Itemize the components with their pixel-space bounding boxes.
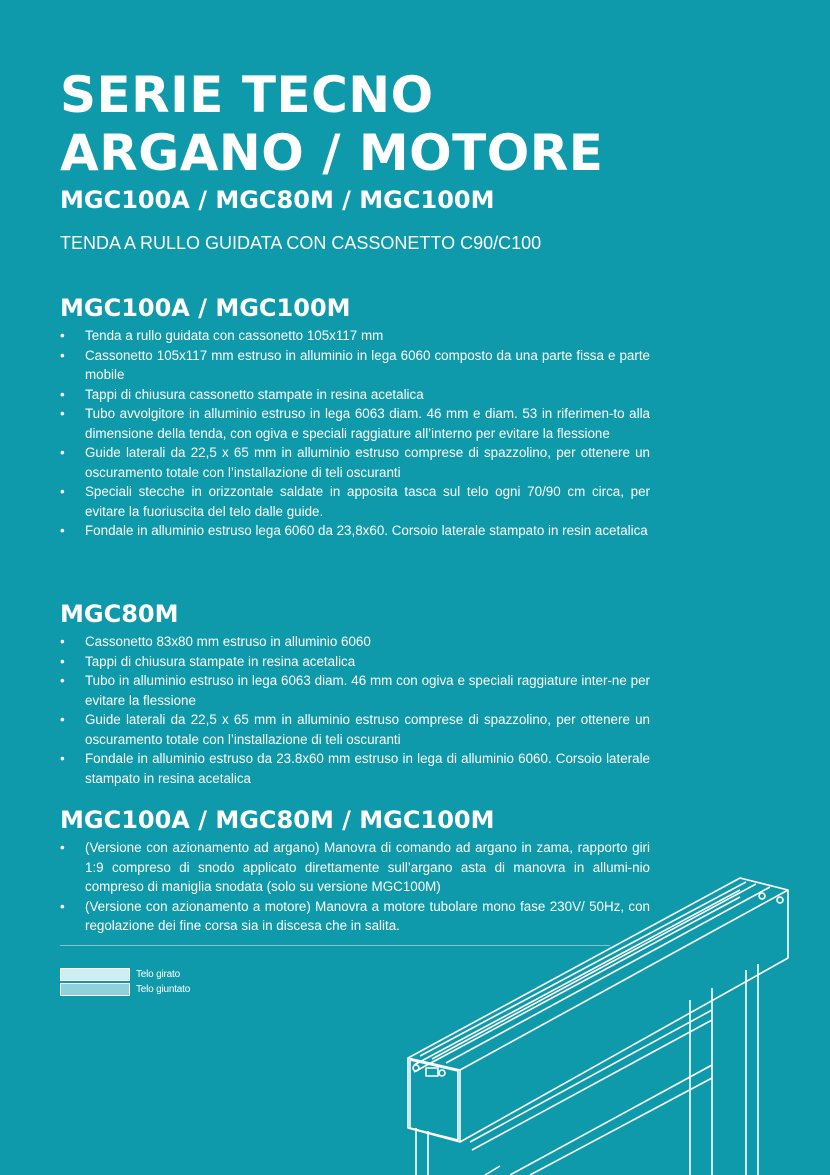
title-line-1: SERIE TECNO	[60, 66, 434, 124]
list-item: • Fondale in alluminio estruso da 23.8x60 mm estruso in lega di alluminio 6060. Corsoio laterale stampato in resina acetalica	[60, 749, 650, 788]
section-mgc80m	[60, 598, 650, 788]
section-heading: MGC100A / MGC100M	[60, 294, 351, 322]
list-item: • Tappi di chiusura stampate in resina acetalica	[60, 652, 650, 672]
feature-list	[60, 632, 650, 788]
list-item: • Cassonetto 83x80 mm estruso in alluminio 6060	[60, 632, 650, 652]
legend-swatch	[60, 968, 130, 981]
legend-label: Telo girato	[136, 969, 180, 980]
roller-blind-drawing	[390, 860, 830, 1175]
list-item: • Speciali stecche in orizzontale saldate in apposita tasca sul telo ogni 70/90 cm circa, per evitare la fuoriuscita del telo dalle guide.	[60, 482, 650, 521]
legend-swatch	[60, 983, 130, 996]
page-title	[60, 66, 603, 182]
list-item: • Cassonetto 105x117 mm estruso in alluminio in lega 6060 composto da una parte fissa e parte mobile	[60, 346, 650, 385]
list-item: • Tenda a rullo guidata con cassonetto 105x117 mm	[60, 326, 650, 346]
section-heading: MGC100A / MGC80M / MGC100M	[60, 806, 495, 834]
legend-item-telo-giuntato	[60, 982, 190, 997]
section-mgc100a-mgc100m	[60, 292, 650, 541]
list-item: • (Versione con azionamento a motore) Manovra a motore tubolare mono fase 230V/ 50Hz, con regolazione dei fine corsa sia in discesa che in salita.	[60, 897, 650, 936]
list-item: • (Versione con azionamento ad argano) Manovra di comando ad argano in zama, rapporto giri 1:9 compreso di snodo applicato direttamente sull’argano asta di manovra in allumi-nio compreso di maniglia snodata (solo su versione MGC100M)	[60, 838, 650, 897]
legend-item-telo-girato	[60, 967, 190, 982]
feature-list	[60, 326, 650, 541]
list-item: • Tubo avvolgitore in alluminio estruso in lega 6063 diam. 46 mm e diam. 53 in riferimen-to alla dimensione della tenda, con ogiva e speciali raggiature all’interno per evitare la flessione	[60, 404, 650, 443]
legend	[60, 967, 190, 997]
list-item: • Tappi di chiusura cassonetto stampate in resina acetalica	[60, 385, 650, 405]
model-codes: MGC100A / MGC80M / MGC100M	[60, 186, 495, 214]
title-line-2: ARGANO / MOTORE	[60, 124, 604, 182]
page-subtitle: TENDA A RULLO GUIDATA CON CASSONETTO C90/C100	[60, 233, 542, 253]
list-item: • Guide laterali da 22,5 x 65 mm in alluminio estruso comprese di spazzolino, per ottenere un oscuramento totale con l’installazione di teli oscuranti	[60, 710, 650, 749]
section-heading: MGC80M	[60, 600, 179, 628]
list-item: • Guide laterali da 22,5 x 65 mm in alluminio estruso comprese di spazzolino, per ottenere un oscuramento totale con l’installazione di teli oscuranti	[60, 443, 650, 482]
legend-label: Telo giuntato	[136, 984, 191, 995]
list-item: • Fondale in alluminio estruso lega 6060 da 23,8x60. Corsoio laterale stampato in resin acetalica	[60, 521, 650, 541]
list-item: • Tubo in alluminio estruso in lega 6063 diam. 46 mm con ogiva e speciali raggiature inter-ne per evitare la flessione	[60, 671, 650, 710]
